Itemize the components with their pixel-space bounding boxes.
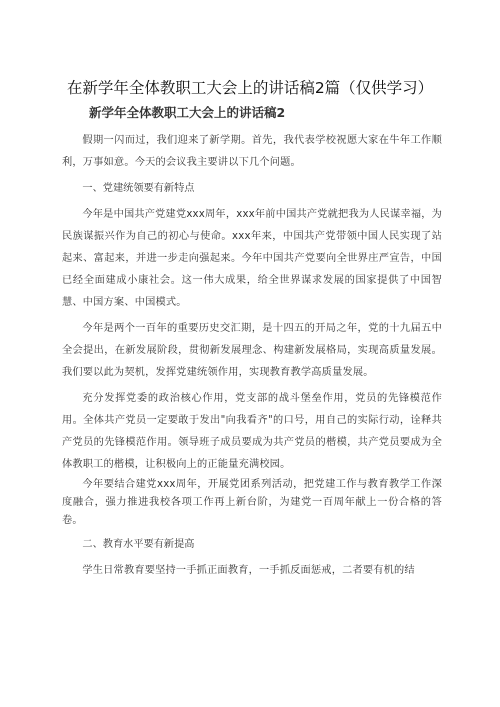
speech-subtitle: 新学年全体教职工大会上的讲话稿2 xyxy=(89,105,286,120)
paragraph-intro: 假期一闪而过，我们迎来了新学期。首先，我代表学校祝愿大家在牛年工作顺利，万事如意。今天的会议我主要讲以下几个问题。 xyxy=(62,135,442,168)
paragraph-anniversary: 今年是中国共产党建党xxx周年，xxx年前中国共产党就把我为人民谋幸福，为民族谋振兴作为自己的初心与使命。xxx年来，中国共产党带领中国人民实现了站起来、富起来，并进一步走向强起来。今年中国共产党要向全世界庄严宣告，中国已经全面建成小康社会。这一伟大成果，给全世界谋求发展的国家提供了中国智慧、中国方案、中国模式。 xyxy=(62,209,442,308)
document-body xyxy=(62,130,442,582)
paragraph-student-education: 学生日常教育要坚持一手抓正面教育，一手抓反面惩戒，二者要有机的结 xyxy=(82,565,415,576)
paragraph-party-role: 充分发挥党委的政治核心作用，党支部的战斗堡垒作用，党员的先锋模范作用。全体共产党员一定要敢于发出"向我看齐"的口号，用自己的实际行动，诠释共产党员的先锋模范作用。领导班子成员要成为共产党员的楷模，共产党员要成为全体教职工的楷模，让积极向上的正能量充满校园。 xyxy=(62,393,442,470)
paragraph-five-year-plan: 今年是两个一百年的重要历史交汇期，是十四五的开局之年，党的十九届五中全会提出，在新发展阶段，贯彻新发展理念、构建新发展格局，实现高质量发展。我们要以此为契机，发挥党建统领作用，实现教育教学高质量发展。 xyxy=(62,323,442,378)
section-heading-education: 二、教育水平要有新提高 xyxy=(82,539,195,550)
document-title: 在新学年全体教职工大会上的讲话稿2篇（仅供学习） xyxy=(66,79,434,97)
paragraph-activities: 今年要结合建党xxx周年，开展党团系列活动，把党建工作与教育教学工作深度融合，强力推进我校各项工作再上新台阶，为建党一百周年献上一份合格的答卷。 xyxy=(62,479,442,526)
section-heading-party-building: 一、党建统领要有新特点 xyxy=(82,183,195,194)
